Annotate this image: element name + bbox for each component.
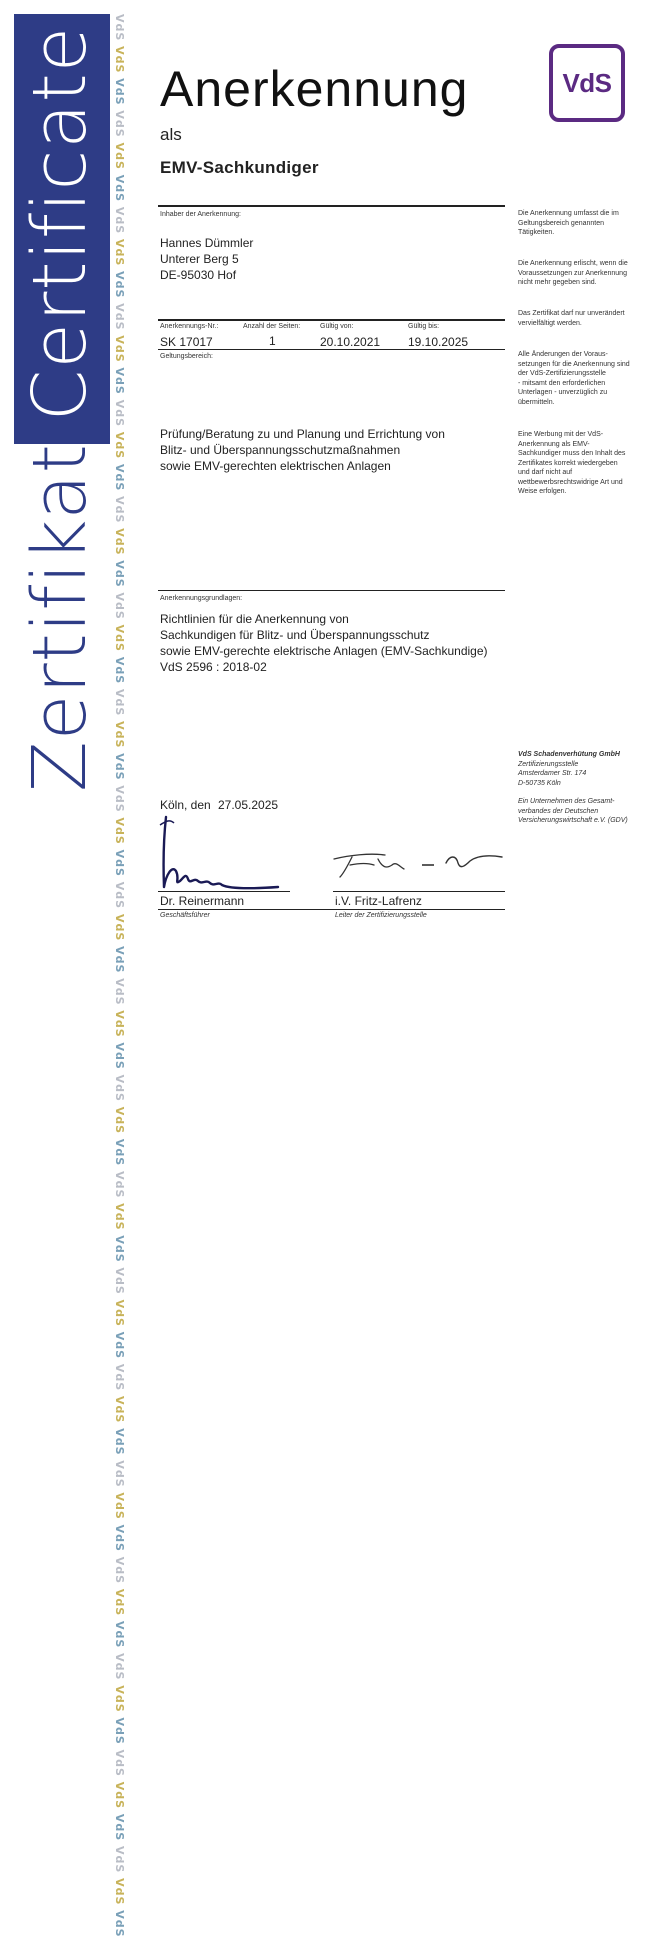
holder-label: Inhaber der Anerkennung: (160, 211, 241, 218)
signer-right-role: Leiter der Zertifizierungsstelle (335, 912, 427, 919)
signature-date: 27.05.2025 (218, 798, 279, 812)
vds-watermark-word: VdS (113, 1171, 126, 1204)
company-line: Amsterdamer Str. 174 (518, 770, 587, 777)
vertical-title (17, 12, 103, 792)
certified-role: EMV-Sachkundiger (160, 158, 319, 177)
note-line: setzungen für die Anerkennung sind (518, 360, 630, 368)
vds-watermark-word: VdS (113, 1331, 126, 1364)
vds-watermark-word: VdS (113, 1235, 126, 1268)
note-line: Das Zertifikat darf nur unverändert (518, 310, 625, 317)
vds-watermark-word: VdS (113, 688, 126, 722)
vds-watermark-word: VdS (113, 142, 126, 175)
vds-watermark-word: VdS (113, 1749, 126, 1782)
vds-watermark-word: VdS (113, 978, 126, 1011)
vds-watermark-word: VdS (113, 721, 126, 754)
vds-watermark-word: VdS (113, 1846, 126, 1879)
basis-line-4: VdS 2596 : 2018-02 (160, 660, 267, 674)
valid-to-label: Gültig bis: (408, 323, 440, 330)
scope-line-3: sowie EMV-gerechten elektrischen Anlagen (160, 459, 391, 473)
scope-line-1: Prüfung/Beratung zu und Planung und Errichtung von (160, 427, 445, 441)
vds-watermark-word: VdS (113, 753, 126, 786)
valid-from-value: 20.10.2021 (320, 335, 381, 349)
divider (158, 205, 505, 207)
note-line: Tätigkeiten. (518, 229, 555, 236)
basis-line-2: Sachkundigen für Blitz- und Überspannungsschutz (160, 628, 430, 642)
vds-watermark-word: VdS (113, 913, 126, 947)
vds-watermark-word: VdS (113, 624, 126, 657)
note-line: Weise erfolgen. (518, 488, 567, 495)
vds-watermark-word: VdS (113, 1396, 126, 1429)
vds-watermark-word: VdS (113, 1910, 126, 1938)
note-line: Geltungsbereich genannten (518, 219, 605, 227)
note-line: Voraussetzungen zur Anerkennung (518, 269, 627, 277)
divider (158, 909, 505, 910)
divider (158, 590, 505, 591)
vds-watermark-word: VdS (113, 1074, 126, 1107)
vds-watermark-word: VdS (113, 78, 126, 111)
vds-watermark-word: VdS (113, 367, 126, 400)
cert-number-value: SK 17017 (160, 335, 213, 349)
company-gdv-line: Versicherungswirtschaft e.V. (GDV) (518, 817, 628, 824)
divider (158, 319, 505, 321)
vds-watermark-word: VdS (113, 528, 126, 561)
vertical-title-zertifikat: Zertifikat (17, 443, 103, 792)
vds-watermark-word: VdS (113, 303, 126, 336)
vds-watermark-word: VdS (113, 849, 126, 882)
vds-watermark-word: VdS (113, 110, 126, 143)
vds-watermark-word: VdS (113, 1556, 126, 1589)
vds-watermark-word: VdS (113, 817, 126, 850)
holder-city: DE-95030 Hof (160, 268, 237, 282)
vds-watermark-word: VdS (113, 1106, 126, 1139)
cert-number-label: Anerkennungs-Nr.: (160, 323, 219, 330)
vds-watermark-word: VdS (113, 1492, 126, 1525)
company-line: Zertifizierungsstelle (518, 760, 579, 768)
company-gdv-line: Ein Unternehmen des Gesamt- (518, 798, 615, 805)
basis-line-3: sowie EMV-gerechte elektrische Anlagen (EMV-Sachkundige) (160, 644, 488, 658)
vds-watermark-word: VdS (113, 592, 126, 625)
vds-watermark-word: VdS (113, 496, 126, 529)
vds-watermark-strip (112, 14, 128, 1938)
vds-watermark-word: VdS (113, 335, 126, 368)
vds-watermark-word: VdS (113, 1653, 126, 1686)
company-line: D-50735 Köln (518, 779, 561, 787)
subtitle-als: als (160, 125, 182, 144)
signature-place: Köln, den (160, 798, 211, 812)
vds-watermark-word: VdS (113, 399, 126, 432)
note-line: und darf nicht auf (518, 469, 573, 476)
company-gdv-line: verbandes der Deutschen (518, 807, 599, 815)
signer-left-role: Geschäftsführer (160, 912, 210, 919)
vds-watermark-word: VdS (113, 656, 126, 689)
vds-watermark-word: VdS (113, 1621, 126, 1654)
basis-line-1: Richtlinien für die Anerkennung von (160, 612, 349, 626)
basis-label: Anerkennungsgrundlagen: (160, 595, 243, 602)
note-line: Alle Änderungen der Voraus- (518, 351, 608, 358)
vds-watermark-word: VdS (113, 1781, 126, 1814)
note-line: der VdS-Zertifizierungsstelle (518, 370, 606, 377)
vds-watermark-word: VdS (113, 946, 126, 979)
valid-to-value: 19.10.2025 (408, 335, 469, 349)
vds-watermark-word: VdS (113, 1299, 126, 1332)
signature-line-left (158, 891, 290, 892)
sidebar-note-4 (518, 350, 646, 407)
signature-fritz-lafrenz (330, 845, 505, 880)
signer-left-name: Dr. Reinermann (160, 894, 245, 908)
vds-watermark-word: VdS (113, 1460, 126, 1493)
vds-watermark-word: VdS (113, 785, 126, 818)
vds-watermark-word: VdS (113, 1878, 126, 1911)
sidebar-note-1 (518, 209, 646, 238)
vds-watermark-word: VdS (113, 174, 126, 207)
company-block (518, 750, 646, 826)
vds-logo-text: VdS (562, 67, 612, 98)
page-title: Anerkennung (160, 61, 469, 117)
vds-watermark-word: VdS (113, 238, 126, 272)
signature-reinermann (160, 815, 290, 893)
vds-watermark-word: VdS (113, 1813, 126, 1847)
note-line: wettbewerbsrechtswidrige Art und (518, 478, 623, 486)
note-line: Die Anerkennung umfasst die im (518, 210, 619, 217)
vds-watermark-word: VdS (113, 1267, 126, 1300)
holder-street: Unterer Berg 5 (160, 252, 239, 266)
vds-watermark-word: VdS (113, 1042, 126, 1075)
company-name: VdS Schadenverhütung GmbH (518, 751, 620, 758)
vds-watermark-text (113, 14, 126, 1938)
note-line: Eine Werbung mit der VdS- (518, 431, 604, 438)
pages-value: 1 (269, 334, 276, 348)
pages-label: Anzahl der Seiten: (243, 323, 301, 330)
vds-watermark-word: VdS (113, 463, 126, 497)
vds-watermark-word: VdS (113, 1363, 126, 1397)
note-line: übermitteln. (518, 398, 555, 406)
note-line: Anerkennung als EMV- (518, 440, 590, 448)
note-line: - mitsamt den erforderlichen (518, 379, 606, 387)
vds-watermark-word: VdS (113, 1010, 126, 1043)
vds-watermark-word: VdS (113, 1203, 126, 1236)
note-line: nicht mehr gegeben sind. (518, 279, 597, 286)
vertical-title-certificate: Certificate (17, 25, 103, 422)
vds-watermark-word: VdS (113, 1524, 126, 1557)
vds-logo (549, 44, 625, 122)
note-line: Unterlagen - unverzüglich zu (518, 389, 608, 396)
vds-watermark-word: VdS (113, 46, 126, 79)
holder-name: Hannes Dümmler (160, 236, 254, 250)
vds-watermark-word: VdS (113, 431, 126, 464)
divider (158, 349, 505, 350)
valid-from-label: Gültig von: (320, 323, 354, 330)
scope-line-2: Blitz- und Überspannungsschutzmaßnahmen (160, 443, 401, 457)
vds-watermark-word: VdS (113, 1588, 126, 1622)
scope-label: Geltungsbereich: (160, 353, 213, 360)
note-line: Zertifikates korrekt wiedergeben (518, 459, 618, 467)
vds-watermark-word: VdS (113, 560, 126, 593)
vds-watermark-word: VdS (113, 1685, 126, 1718)
note-line: vervielfältigt werden. (518, 319, 582, 327)
vds-watermark-word: VdS (113, 1138, 126, 1172)
vds-watermark-word: VdS (113, 1428, 126, 1461)
vds-watermark-word: VdS (113, 271, 126, 304)
sidebar-note-2 (518, 259, 646, 288)
sidebar-note-5 (518, 430, 646, 497)
signer-right-name: i.V. Fritz-Lafrenz (335, 894, 422, 908)
signature-line-right (333, 891, 505, 892)
vds-watermark-word: VdS (113, 206, 126, 239)
sidebar-note-3 (518, 309, 646, 328)
vds-watermark-word: VdS (113, 1717, 126, 1750)
note-line: Sachkundiger muss den Inhalt des (518, 450, 626, 457)
vds-watermark-word: VdS (113, 881, 126, 914)
note-line: Die Anerkennung erlischt, wenn die (518, 260, 628, 267)
vds-watermark-word: VdS (113, 14, 126, 47)
